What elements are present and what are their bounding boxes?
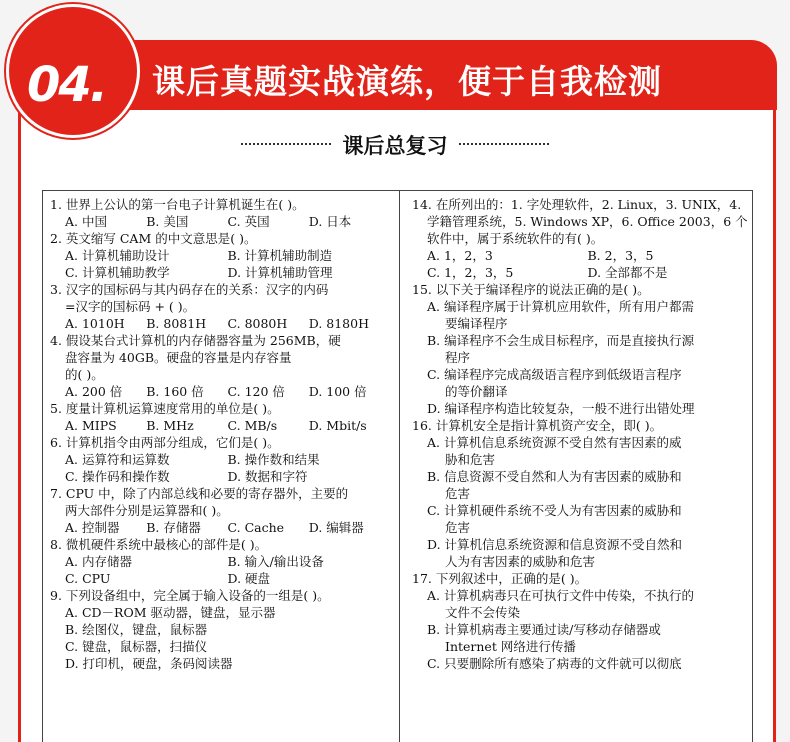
question-item	[50, 536, 390, 587]
answer-options	[50, 451, 390, 485]
answer-option: B. 绘图仪，键盘，鼠标器	[65, 622, 208, 637]
answer-option-text: B. 信息资源不受自然和人为有害因素的威胁和	[427, 469, 682, 484]
frame-right-rule	[752, 190, 753, 742]
answer-option-text: D. 编译程序构造比较复杂，一般不进行出错处理	[427, 401, 695, 416]
section-title-text: 课后总复习	[342, 134, 448, 158]
answer-options	[412, 247, 748, 281]
answer-option: B. 160 倍	[146, 384, 204, 399]
answer-option: D. 100 倍	[308, 384, 367, 399]
answer-options	[50, 553, 390, 587]
section-title	[0, 130, 790, 160]
answer-option-text: C. 编译程序完成高级语言程序到低级语言程序	[427, 367, 682, 382]
answer-option: D. 8180H	[308, 316, 369, 331]
question-item	[50, 230, 390, 281]
answer-option	[412, 468, 748, 502]
answer-option: C. 120 倍	[227, 384, 285, 399]
answer-option: C. 英国	[227, 214, 270, 229]
question-item	[50, 400, 390, 434]
answer-option: C. Cache	[227, 520, 285, 535]
answer-option: A. 内存储器	[65, 554, 132, 569]
answer-option-text: A. 编译程序属于计算机应用软件，所有用户都需	[427, 299, 694, 314]
answer-option: B. 计算机辅助制造	[227, 248, 333, 263]
answer-options	[50, 315, 390, 332]
answer-option-text: A. 计算机病毒只在可执行文件中传染，不执行的	[427, 588, 694, 603]
answer-options	[50, 247, 390, 281]
question-item	[50, 281, 390, 332]
answer-option-continued: 要编译程序	[445, 316, 508, 331]
answer-option: A. 200 倍	[65, 384, 123, 399]
left-column	[50, 196, 390, 672]
question-stem: 2. 英文缩写 CAM 的中文意思是( )。	[50, 231, 257, 246]
right-column	[412, 196, 748, 672]
answer-option-text: A. 计算机信息系统资源不受自然有害因素的威	[427, 435, 682, 450]
answer-option-continued: 危害	[445, 486, 471, 501]
answer-option	[412, 434, 748, 468]
answer-option: C. CPU	[65, 571, 111, 586]
answer-option: C. 键盘，鼠标器，扫描仪	[65, 639, 208, 654]
answer-option-continued: 人为有害因素的威胁和危害	[445, 554, 596, 569]
question-stem-continued: 的( )。	[65, 367, 104, 382]
answer-option-continued: 的等价翻译	[445, 384, 508, 399]
answer-option	[412, 536, 748, 570]
answer-option: D. 硬盘	[227, 571, 271, 586]
answer-option-continued: 文件不会传染	[445, 605, 521, 620]
badge-number: 04.	[27, 57, 107, 113]
answer-option	[412, 621, 748, 655]
answer-options	[50, 383, 390, 400]
answer-option	[412, 298, 748, 332]
question-item	[412, 570, 748, 672]
answer-option: A. CD－ROM 驱动器，键盘，显示器	[65, 605, 276, 620]
answer-option: C. MB/s	[227, 418, 278, 433]
answer-option: A. 1010H	[65, 316, 125, 331]
question-stem: 17. 下列叙述中，正确的是( )。	[412, 571, 588, 586]
question-stem: 15. 以下关于编译程序的说法正确的是( )。	[412, 282, 650, 297]
question-stem: 1. 世界上公认的第一台电子计算机诞生在( )。	[50, 197, 305, 212]
frame-left-rule	[42, 190, 43, 742]
question-stem: 8. 微机硬件系统中最核心的部件是( )。	[50, 537, 268, 552]
answer-option: B. 存储器	[146, 520, 201, 535]
answer-option: D. 全部都不是	[587, 265, 668, 280]
question-item	[50, 332, 390, 400]
answer-option-continued: 胁和危害	[445, 452, 496, 467]
answer-options	[50, 604, 390, 672]
answer-option	[412, 502, 748, 536]
answer-option: A. 控制器	[65, 520, 120, 535]
question-stem: 16. 计算机安全是指计算机资产安全，即( )。	[412, 418, 663, 433]
banner-headline: 课后真题实战演练，便于自我检测	[152, 62, 662, 101]
answer-option: C. 计算机辅助教学	[65, 265, 170, 280]
question-stem: 5. 度量计算机运算速度常用的单位是( )。	[50, 401, 280, 416]
question-stem: 14. 在所列出的：1. 字处理软件，2. Linux，3. UNIX，4.	[412, 197, 742, 212]
answer-options	[50, 417, 390, 434]
answer-option: A. 1，2，3	[427, 248, 493, 263]
question-item	[50, 196, 390, 230]
answer-option: B. 2，3，5	[587, 248, 654, 263]
answer-option-continued: 程序	[445, 350, 471, 365]
answer-option-continued: Internet 网络进行传播	[445, 639, 576, 654]
answer-option-text: B. 编译程序不会生成目标程序，而是直接执行源	[427, 333, 695, 348]
question-stem: 9. 下列设备组中，完全属于输入设备的一组是( )。	[50, 588, 330, 603]
answer-option: D. 编辑器	[308, 520, 364, 535]
question-item	[412, 417, 748, 570]
answer-option-text: C. 只要删除所有感染了病毒的文件就可以彻底	[427, 656, 682, 671]
question-stem-continued: 软件中，属于系统软件的有( )。	[427, 231, 604, 246]
frame-top-rule	[42, 190, 753, 191]
answer-option: B. MHz	[146, 418, 194, 433]
answer-option: B. 操作数和结果	[227, 452, 320, 467]
question-item	[50, 434, 390, 485]
answer-options	[50, 213, 390, 230]
answer-option	[412, 587, 748, 621]
question-stem-continued: 盘容量为 40GB。硬盘的容量是内存容量	[65, 350, 292, 365]
right-ornament	[459, 143, 549, 147]
left-ornament	[241, 143, 331, 147]
question-stem: 3. 汉字的国标码与其内码存在的关系：汉字的内码	[50, 282, 329, 297]
answer-option	[412, 332, 748, 366]
question-item	[412, 281, 748, 417]
answer-option: D. 日本	[308, 214, 352, 229]
answer-option: D. 打印机，硬盘，条码阅读器	[65, 656, 233, 671]
answer-option-continued: 危害	[445, 520, 471, 535]
question-stem-continued: =汉字的国标码 + ( )。	[65, 299, 196, 314]
answer-option	[412, 400, 748, 417]
answer-option: C. 操作码和操作数	[65, 469, 170, 484]
answer-option: D. Mbit/s	[308, 418, 367, 433]
answer-option: D. 数据和字符	[227, 469, 308, 484]
question-item	[412, 196, 748, 281]
question-item	[50, 485, 390, 536]
answer-option: A. 中国	[65, 214, 107, 229]
answer-option-text: D. 计算机信息系统资源和信息资源不受自然和	[427, 537, 683, 552]
answer-options	[50, 519, 390, 536]
answer-option	[412, 366, 748, 400]
answer-option: B. 8081H	[146, 316, 207, 331]
answer-option: C. 8080H	[227, 316, 288, 331]
question-stem: 4. 假设某台式计算机的内存储器容量为 256MB，硬	[50, 333, 341, 348]
answer-option-text: C. 计算机硬件系统不受人为有害因素的威胁和	[427, 503, 682, 518]
question-stem-continued: 学籍管理系统，5. Windows XP，6. Office 2003，6 个	[427, 214, 748, 229]
question-stem: 6. 计算机指令由两部分组成，它们是( )。	[50, 435, 280, 450]
question-item	[50, 587, 390, 672]
question-stem: 7. CPU 中，除了内部总线和必要的寄存器外，主要的	[50, 486, 349, 501]
question-stem-continued: 两大部件分别是运算器和( )。	[65, 503, 229, 518]
answer-option: A. 运算符和运算数	[65, 452, 170, 467]
answer-option: A. MIPS	[65, 418, 117, 433]
answer-option	[412, 655, 748, 672]
answer-option: B. 美国	[146, 214, 189, 229]
answer-option: B. 输入/输出设备	[227, 554, 324, 569]
answer-option-text: B. 计算机病毒主要通过读/写移动存储器或	[427, 622, 661, 637]
answer-option: C. 1，2，3，5	[427, 265, 514, 280]
answer-option: D. 计算机辅助管理	[227, 265, 333, 280]
column-divider	[399, 190, 400, 742]
answer-option: A. 计算机辅助设计	[65, 248, 170, 263]
number-badge	[6, 4, 140, 138]
